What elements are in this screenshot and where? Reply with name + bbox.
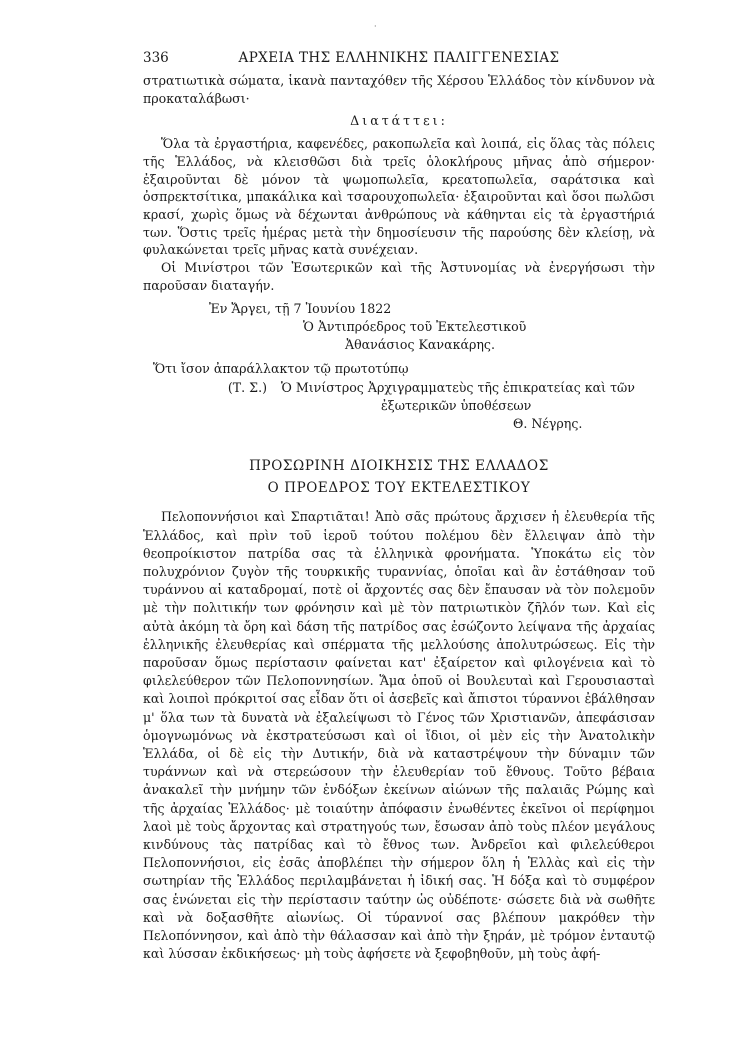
signature-name: Ἀθανάσιος Κανακάρης.: [345, 336, 495, 352]
proclamation-subtitle: Ο ΠΡΟΕΔΡΟΣ ΤΟΥ ΕΚΤΕΛΕΣΤΙΚΟΥ: [267, 480, 531, 497]
decree-ministers: Οἱ Μινίστροι τῶν Ἐσωτερικῶν καὶ τῆς Ἀστυνομίας νὰ ἐνεργήσωσι τὴν παροῦσαν διαταγήν.: [143, 260, 655, 293]
attestation: Ὅτι ἴσον ἀπαράλλακτον τῷ πρωτοτύπῳ: [153, 360, 409, 376]
page-number: 336: [143, 50, 169, 66]
minister-name: Θ. Νέγρης.: [513, 415, 583, 431]
seal-mark: (Τ. Σ.): [227, 380, 267, 396]
minister-title-continued: ἐξωτερικῶν ὑποθέσεων: [381, 397, 532, 413]
printer-mark: ·: [374, 22, 377, 31]
signature-title: Ὁ Ἀντιπρόεδρος τοῦ Ἐκτελεστικοῦ: [303, 319, 527, 335]
decree-body: Ὅλα τὰ ἐργαστήρια, καφενέδες, ρακοπωλεῖα καὶ λοιπά, εἰς ὅλας τὰς πόλεις τῆς Ἑλλάδος, νὰ κλεισθῶσι διὰ τρεῖς ὁλοκλήρους μῆνας ἀπὸ σήμερον· ἐξαιροῦνται δὲ μόνον τὰ ψωμοπωλεῖα, κρεατοπωλεῖα, σαράτσικα καὶ ὀσπρεκτσίτικα, μπακάλικα καὶ τσαρουχοπωλεῖα· ἐξαιροῦνται καὶ ὅσοι πωλῶσι κρασί, χωρὶς ὅμως νὰ δέχωνται ἀνθρώπους νὰ κάθηνται εἰς τὰ ἐργαστήριά των. Ὅστις τρεῖς ἡμέρας μετὰ τὴν δημοσίευσιν τῆς παρούσης δὲν κλείσῃ, νὰ φυλακώνεται τρεῖς μῆνας κατὰ συνέχειαν.: [143, 136, 655, 258]
document-page: [143, 50, 655, 963]
minister-title: Ὁ Μινίστρος Ἀρχιγραμματεὺς τῆς ἐπικρατείας καὶ τῶν: [281, 380, 635, 396]
seal-line: [143, 379, 655, 397]
place-date: Ἐν Ἄργει, τῇ 7 Ἰουνίου 1822: [209, 301, 392, 317]
proclamation-text: Πελοποννήσιοι καὶ Σπαρτιᾶται! Ἀπὸ σᾶς πρώτους ἄρχισεν ἡ ἐλευθερία τῆς Ἑλλάδος, καὶ πρὶν τοῦ ἱεροῦ τούτου πολέμου δὲν ἔλλειψαν ἀπὸ τὴν θεοπροίκιστον πατρίδα σας τὰ ἑλληνικὰ φρονήματα. Ὑποκάτω εἰς τὸν πολυχρόνιον ζυγὸν τῆς τουρκικῆς τυραννίας, ὁποῖαι καὶ ἂν ἐστάθησαν τοῦ τυράννου αἱ καταδρομαί, ποτὲ οἱ ἄρχοντές σας δὲν ἔπαυσαν νὰ τὸν πολεμοῦν μὲ τὴν πολιτικήν των φρόνησιν καὶ μὲ τὸν πατριωτικὸν ζῆλόν των. Καὶ εἰς αὐτὰ ἀκόμη τὰ ὄρη καὶ δάση τῆς πατρίδος σας ἐσώζοντο λείψανα τῆς ἀρχαίας ἑλληνικῆς ἐλευθερίας καὶ σπέρματα τῆς μελλούσης ἀπολυτρώσεως. Εἰς τὴν παροῦσαν ὅμως περίστασιν φαίνεται κατ' ἐξαίρετον καὶ φιλογένεια καὶ τὸ φιλελεύθερον τῶν Πελοποννησίων. Ἅμα ὁποῦ οἱ Βουλευταὶ καὶ Γερουσιασταὶ καὶ λοιποὶ πρόκριτοί σας εἶδαν ὅτι οἱ ἀσεβεῖς καὶ ἄπιστοι τύραννοι ἐβάλθησαν μ' ὅλα των τὰ δυνατὰ νὰ ἐξαλείψωσι τὸ Γένος τῶν Χριστιανῶν, ἀπεφάσισαν ὁμογνωμόνως νὰ ἐκστρατεύσωσι καὶ οἱ ἴδιοι, οἱ μὲν εἰς τὴν Ἀνατολικὴν Ἑλλάδα, οἱ δὲ εἰς τὴν Δυτικήν, διὰ νὰ καταστρέψουν τὴν δύναμιν τῶν τυράννων καὶ νὰ στερεώσουν τὴν ἐλευθερίαν τοῦ ἔθνους. Τοῦτο βέβαια ἀνακαλεῖ τὴν μνήμην τῶν ἐνδόξων ἐκείνων αἰώνων τῆς παλαιᾶς Ρώμης καὶ τῆς ἀρχαίας Ἑλλάδος· μὲ τοιαύτην ἀπόφασιν ἑνωθέντες ἐκεῖνοι οἱ περίφημοι λαοὶ μὲ τοὺς ἄρχοντας καὶ στρατηγούς των, ἔσωσαν ἀπὸ τοὺς πλέον μεγάλους κινδύνους τὰς πατρίδας καὶ τὸ ἔθνος των. Ἀνδρεῖοι καὶ φιλελεύθεροι Πελοποννήσιοι, εἰς ἐσᾶς ἀποβλέπει τὴν σήμερον ὅλη ἡ Ἑλλὰς καὶ εἰς τὴν σωτηρίαν τῆς Ἑλλάδος περιλαμβάνεται ἡ ἰδική σας. Ἡ δόξα καὶ τὸ συμφέρον σας ἑνώνεται εἰς τὴν περίστασιν ταύτην ὡς οὐδέποτε· σώσετε διὰ νὰ σωθῆτε καὶ νὰ δοξασθῆτε αἰωνίως. Οἱ τύραννοί σας βλέπουν μακρόθεν τὴν Πελοπόννησον, καὶ ἀπὸ τὴν θάλασσαν καὶ ἀπὸ τὴν ξηράν, μὲ τρόμον ἐνταυτῷ καὶ λύσσαν ἐκδικήσεως· μὴ τοὺς ἀφήσετε νὰ ξεφοβηθοῦν, μὴ τοὺς ἀφή-: [143, 509, 655, 962]
proclamation-title: ΠΡΟΣΩΡΙΝΗ ΔΙΟΙΚΗΣΙΣ ΤΗΣ ΕΛΛΑΔΟΣ: [249, 458, 549, 475]
decrees-heading: Διατάττει:: [350, 113, 448, 129]
decree-opening: στρατιωτικὰ σώματα, ἱκανὰ πανταχόθεν τῆς Χέρσου Ἑλλάδος τὸν κίνδυνον νὰ προκαταλάβωσι·: [143, 73, 655, 106]
running-title: ΑΡΧΕΙΑ ΤΗΣ ΕΛΛΗΝΙΚΗΣ ΠΑΛΙΓΓΕΝΕΣΙΑΣ: [238, 50, 560, 66]
proclamation-body: [143, 508, 655, 963]
page-header: [143, 50, 655, 72]
